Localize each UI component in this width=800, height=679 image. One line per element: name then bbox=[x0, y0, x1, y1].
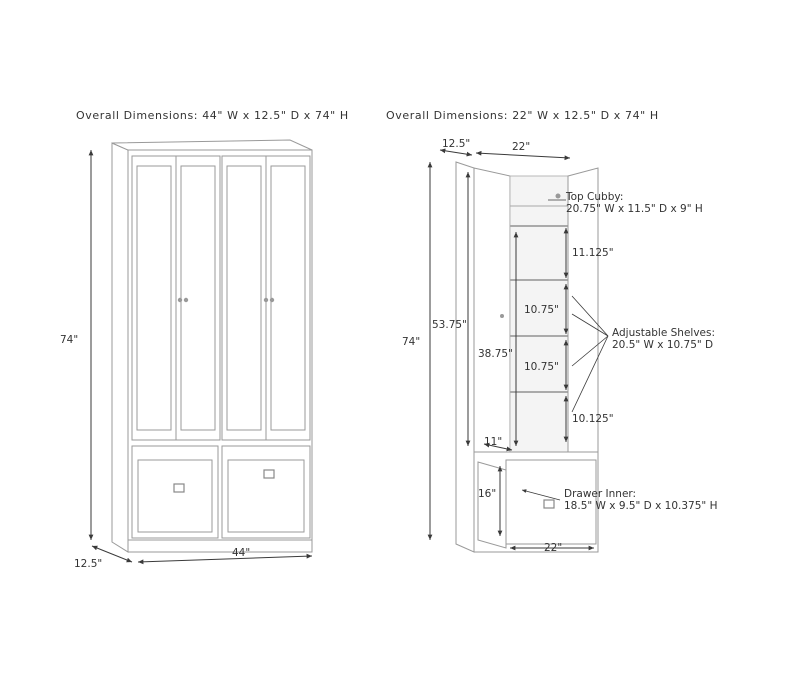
right-overall-dimensions: Overall Dimensions: 22" W x 12.5" D x 74" H bbox=[386, 109, 659, 122]
drawer-inner-dims: 18.5" W x 9.5" D x 10.375" H bbox=[564, 500, 718, 512]
lower-height-label: 38.75" bbox=[478, 348, 513, 360]
cabinet-top bbox=[112, 140, 312, 150]
drawer-inner-title: Drawer Inner: bbox=[564, 488, 637, 500]
cabinet-side-panel bbox=[456, 162, 474, 552]
top-cubby-title: Top Cubby: bbox=[566, 191, 624, 203]
cabinet-side-panel bbox=[112, 143, 128, 552]
inner-height-label: 53.75" bbox=[432, 319, 467, 331]
open-door-left bbox=[474, 168, 510, 452]
right-depth-top-label: 12.5" bbox=[442, 138, 471, 150]
shelf-gap-4-label: 10.125" bbox=[572, 413, 614, 425]
top-cubby-dims: 20.75" W x 11.5" D x 9" H bbox=[566, 203, 703, 215]
knob-icon bbox=[556, 194, 561, 199]
left-height-label: 74" bbox=[60, 334, 79, 346]
knob-icon bbox=[264, 298, 268, 302]
adjustable-shelves-title: Adjustable Shelves: bbox=[612, 327, 716, 339]
knob-icon bbox=[270, 298, 274, 302]
right-height-label: 74" bbox=[402, 336, 421, 348]
shelf-gap-1-label: 11.125" bbox=[572, 247, 614, 259]
right-width-top-label: 22" bbox=[512, 141, 531, 153]
drawer-width-label: 22" bbox=[544, 542, 563, 554]
left-width-label: 44" bbox=[232, 547, 251, 559]
shelf-gap-3-label: 10.75" bbox=[524, 361, 559, 373]
double-cabinet-illustration bbox=[112, 140, 312, 552]
left-overall-dimensions: Overall Dimensions: 44" W x 12.5" D x 74" H bbox=[76, 109, 349, 122]
knob-icon bbox=[500, 314, 504, 318]
knob-icon bbox=[178, 298, 182, 302]
open-drawer bbox=[478, 462, 506, 548]
knob-icon bbox=[184, 298, 188, 302]
shelf-depth-label: 11" bbox=[484, 436, 503, 448]
drawer-depth-label: 16" bbox=[478, 488, 497, 500]
adjustable-shelves-dims: 20.5" W x 10.75" D bbox=[612, 339, 714, 351]
shelf-gap-2-label: 10.75" bbox=[524, 304, 559, 316]
left-depth-label: 12.5" bbox=[74, 558, 103, 570]
